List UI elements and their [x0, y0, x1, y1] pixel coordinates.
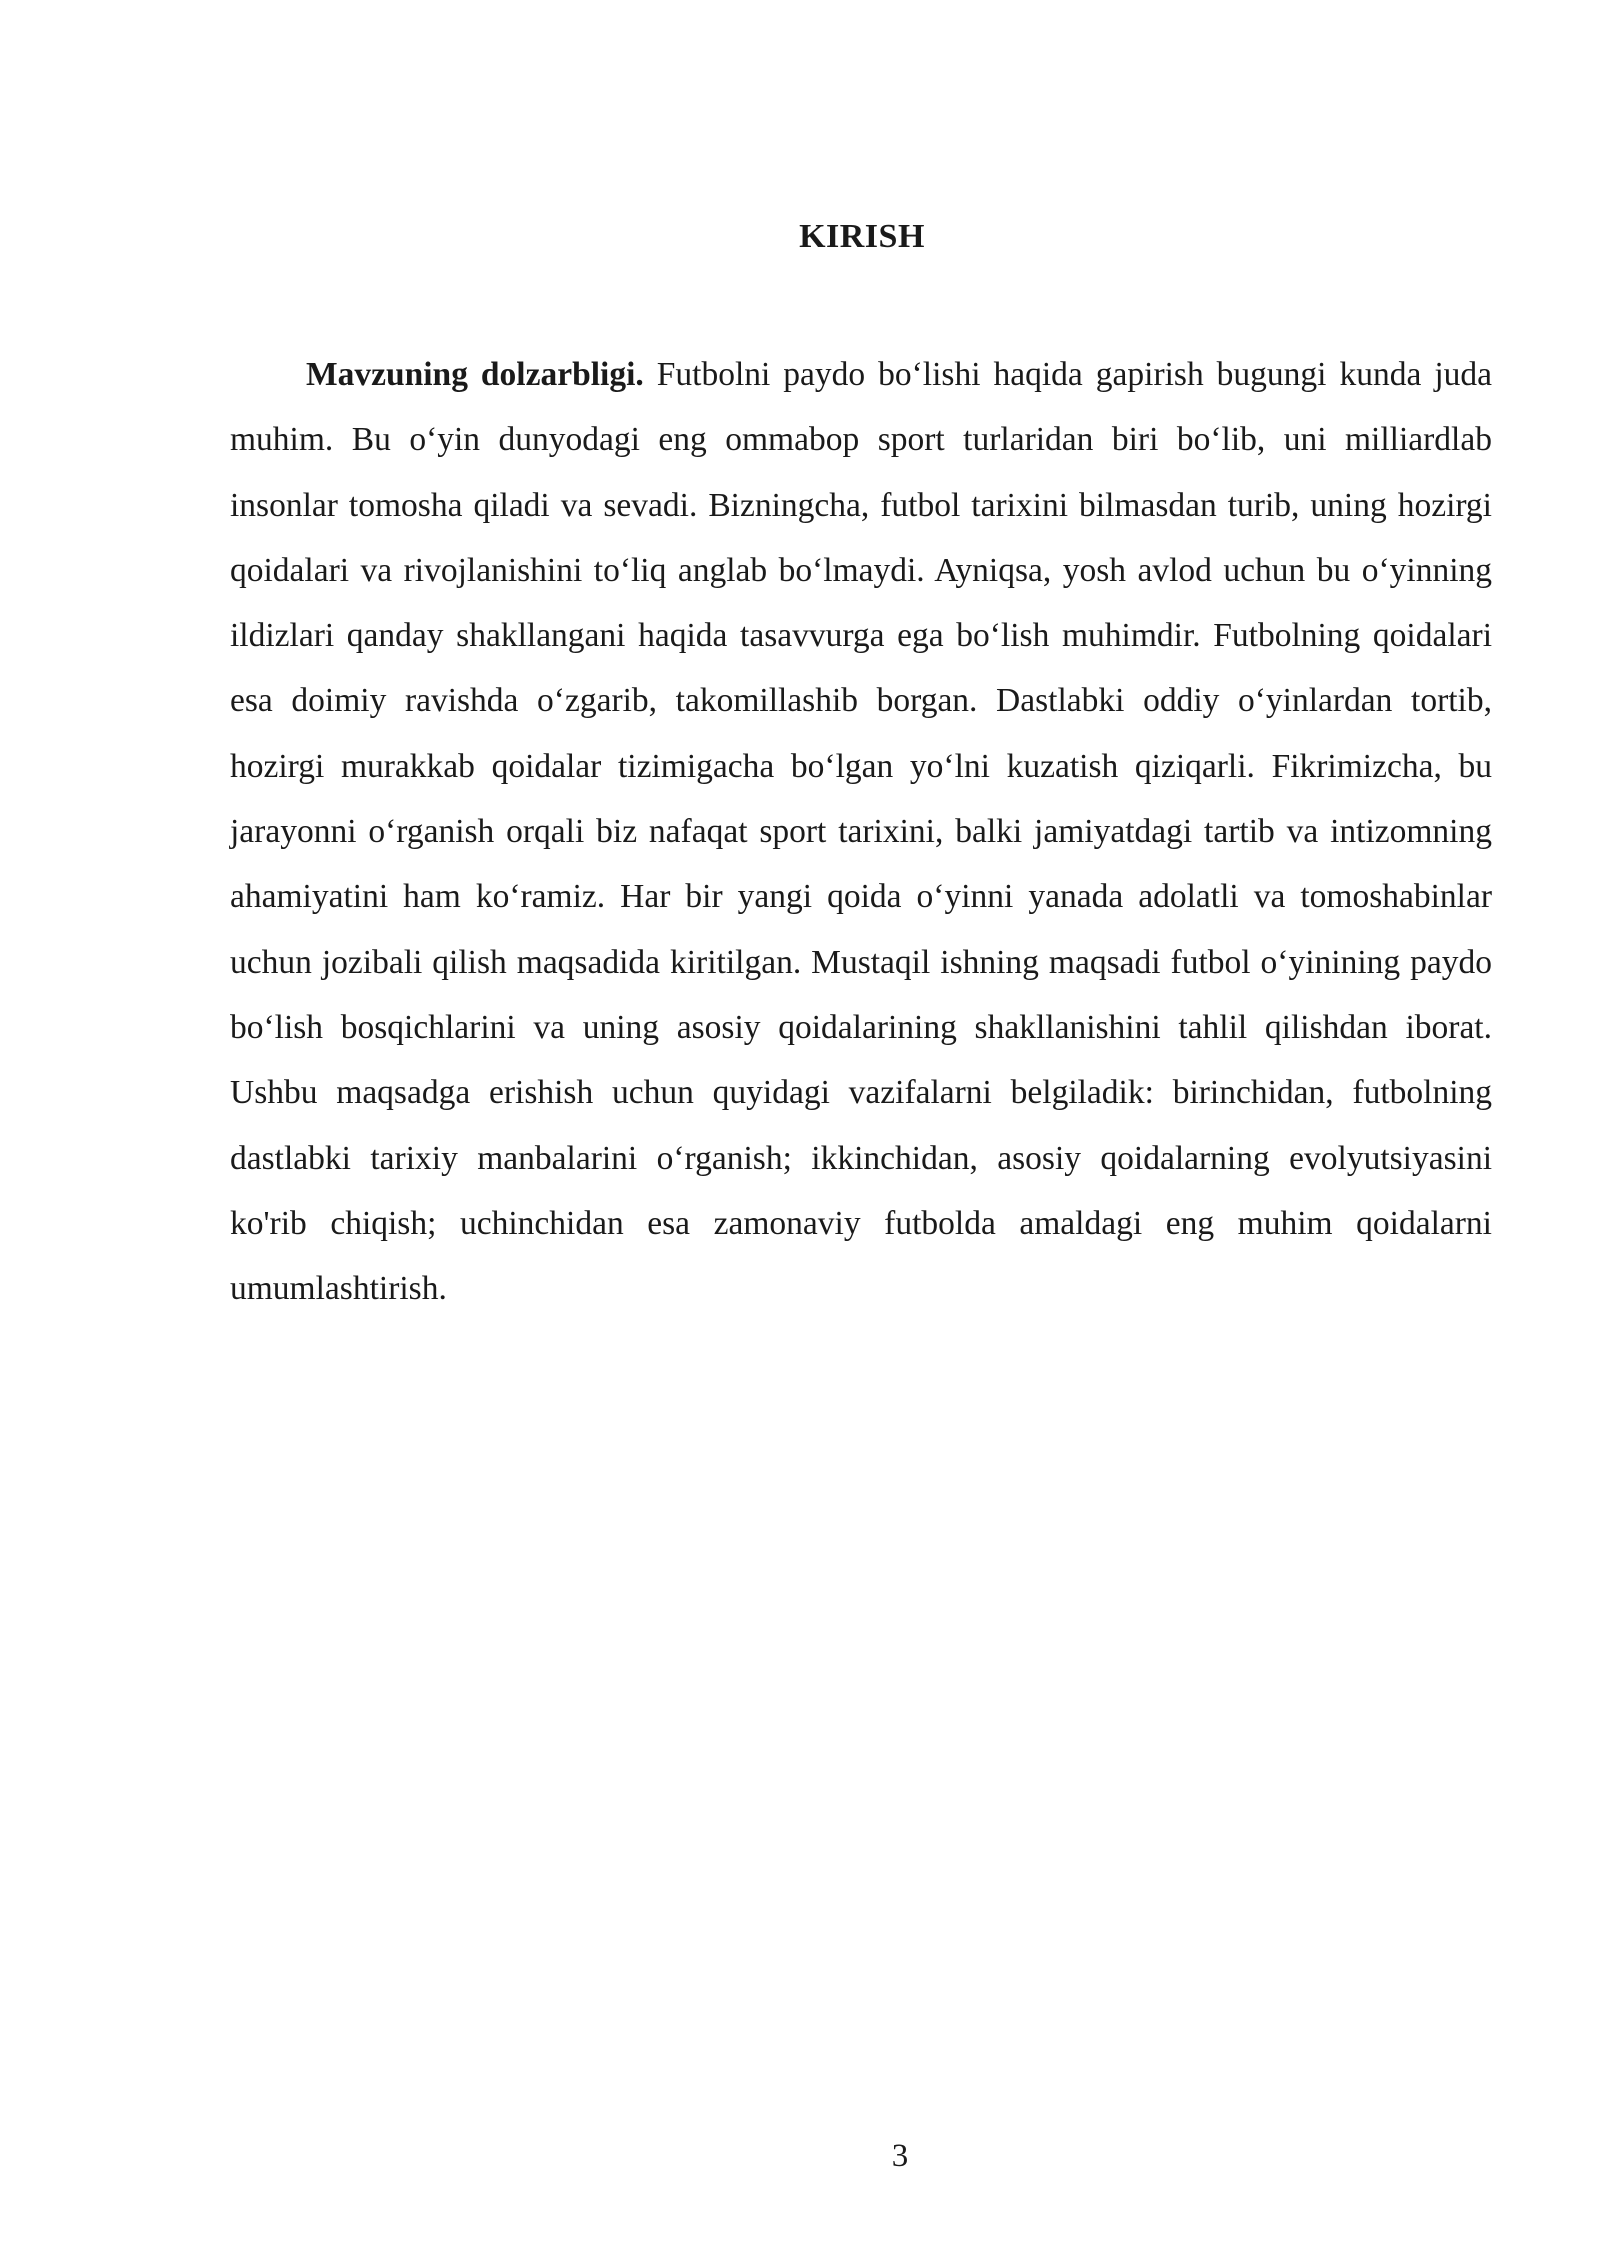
paragraph-lead: Mavzuning dolzarbligi. [306, 356, 644, 393]
paragraph-text: Futbolni paydo bo‘lishi haqida gapirish bugungi kunda juda muhim. Bu o‘yin dunyodagi eng ommabop sport turlaridan biri bo‘lib, uni milliardlab insonlar tomosha qiladi va sevadi. Bizningcha, futbol tarixini bilmasdan turib, uning hozirgi qoidalari va rivojlanishini to‘liq anglab bo‘lmaydi. Ayniqsa, yosh avlod uchun bu o‘yinning ildizlari qanday shakllangani haqida tasavvurga ega bo‘lish muhimdir. Futbolning qoidalari esa doimiy ravishda o‘zgarib, takomillashib borgan. Dastlabki oddiy o‘yinlardan tortib, hozirgi murakkab qoidalar tizimigacha bo‘lgan yo‘lni kuzatish qiziqarli. Fikrimizcha, bu jarayonni o‘rganish orqali biz nafaqat sport tarixini, balki jamiyatdagi tartib va intizomning ahamiyatini ham ko‘ramiz. Har bir yangi qoida o‘yinni yanada adolatli va tomoshabinlar uchun jozibali qilish maqsadida kiritilgan. Mustaqil ishning maqsadi futbol o‘yinining paydo bo‘lish bosqichlarini va uning asosiy qoidalarining shakllanishini tahlil qilishdan iborat. Ushbu maqsadga erishish uchun quyidagi vazifalarni belgiladik: birinchidan, futbolning dastlabki tarixiy manbalarini o‘rganish; ikkinchidan, asosiy qoidalarning evolyutsiyasini ko'rib chiqish; uchinchidan esa zamonaviy futbolda amaldagi eng muhim qoidalarni umumlashtirish. [230, 356, 1492, 1308]
section-heading: KIRISH [799, 218, 925, 255]
page-number: 3 [891, 2138, 909, 2174]
body-paragraph [230, 342, 1492, 1321]
